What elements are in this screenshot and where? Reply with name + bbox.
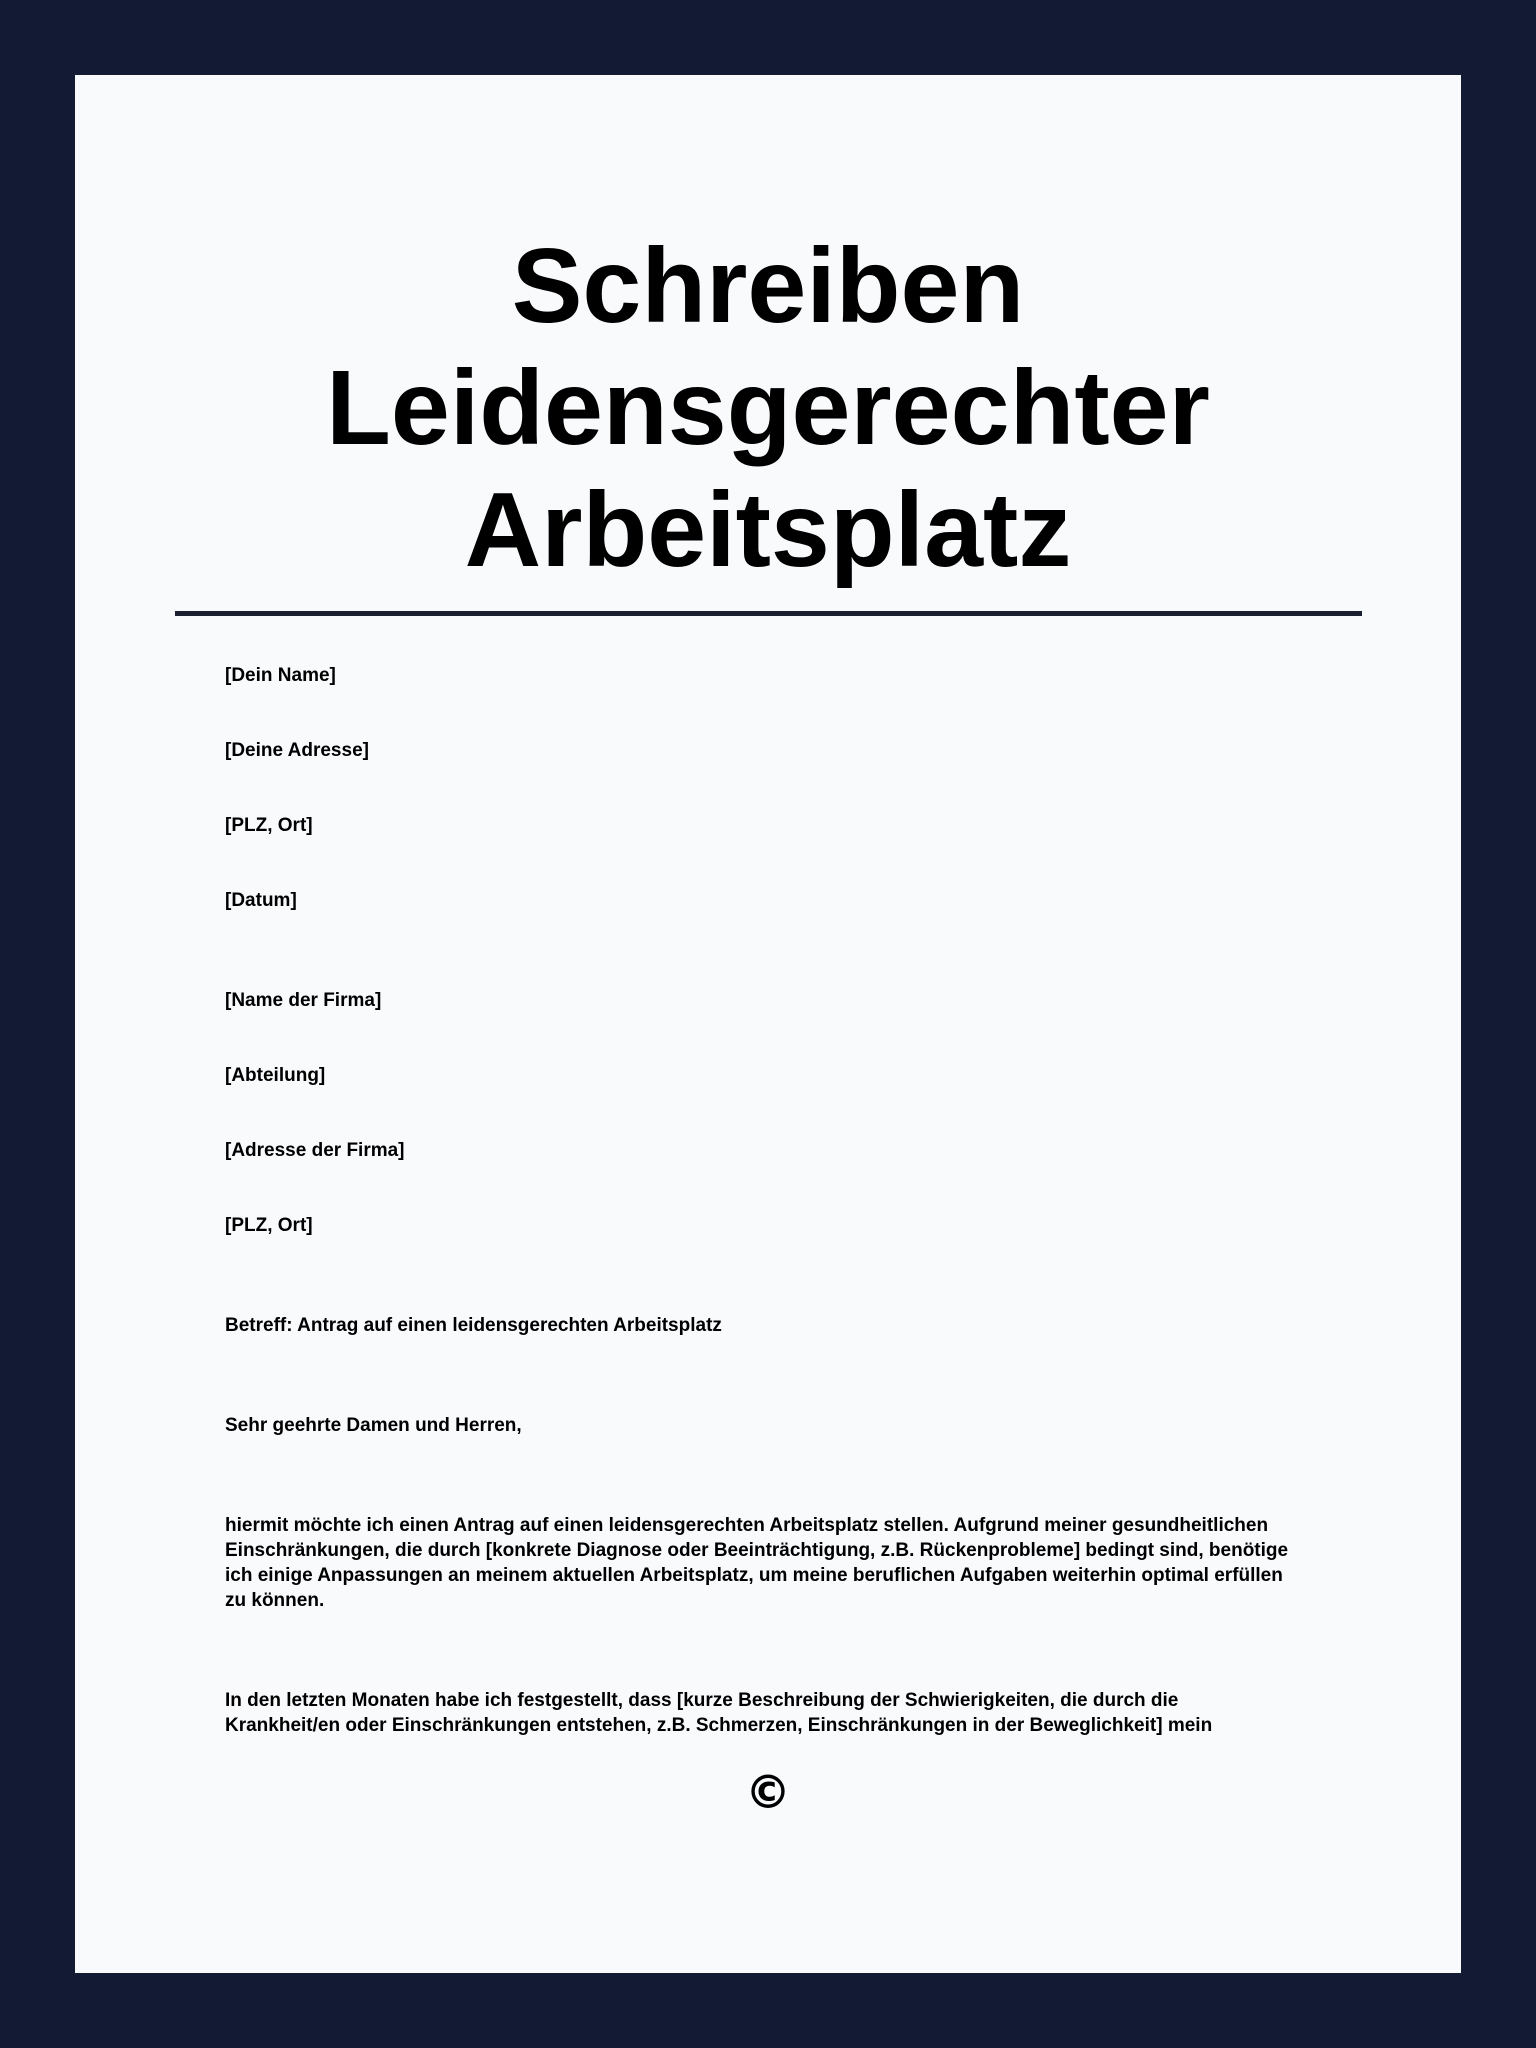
title-line-2: Leidensgerechter xyxy=(326,349,1210,467)
title-divider xyxy=(175,611,1362,616)
sender-name: [Dein Name] xyxy=(225,665,336,686)
recipient-city: [PLZ, Ort] xyxy=(225,1215,313,1236)
letter-date: [Datum] xyxy=(225,890,297,911)
letter-page xyxy=(75,75,1461,1973)
paragraph-2-line-2: Krankheit/en oder Einschränkungen entstehen, z.B. Schmerzen, Einschränkungen in der Beweglichkeit] mein xyxy=(225,1715,1213,1736)
recipient-department: [Abteilung] xyxy=(225,1065,326,1086)
document-title xyxy=(75,225,1461,591)
sender-address: [Deine Adresse] xyxy=(225,740,369,761)
paragraph-2-line-1: In den letzten Monaten habe ich festgestellt, dass [kurze Beschreibung der Schwierigkeiten, die durch die xyxy=(225,1690,1179,1711)
paragraph-1-line-1: hiermit möchte ich einen Antrag auf einen leidensgerechten Arbeitsplatz stellen. Aufgrund meiner gesundheitlichen xyxy=(225,1515,1269,1536)
recipient-company: [Name der Firma] xyxy=(225,990,382,1011)
copyright-icon: © xyxy=(745,1765,791,1819)
paragraph-1 xyxy=(225,1513,1288,1613)
title-line-3: Arbeitsplatz xyxy=(464,471,1072,589)
paragraph-1-line-2: Einschränkungen, die durch [konkrete Diagnose oder Beeinträchtigung, z.B. Rückenprobleme] bedingt sind, benötige xyxy=(225,1540,1289,1561)
title-line-1: Schreiben xyxy=(511,227,1025,345)
letter-subject: Betreff: Antrag auf einen leidensgerechten Arbeitsplatz xyxy=(225,1315,722,1336)
recipient-address: [Adresse der Firma] xyxy=(225,1140,405,1161)
sender-city: [PLZ, Ort] xyxy=(225,815,313,836)
paragraph-1-line-3: ich einige Anpassungen an meinem aktuellen Arbeitsplatz, um meine beruflichen Aufgaben weiterhin optimal erfüllen xyxy=(225,1565,1283,1586)
paragraph-2 xyxy=(225,1688,1212,1738)
paragraph-1-line-4: zu können. xyxy=(225,1590,325,1611)
letter-salutation: Sehr geehrte Damen und Herren, xyxy=(225,1415,522,1436)
